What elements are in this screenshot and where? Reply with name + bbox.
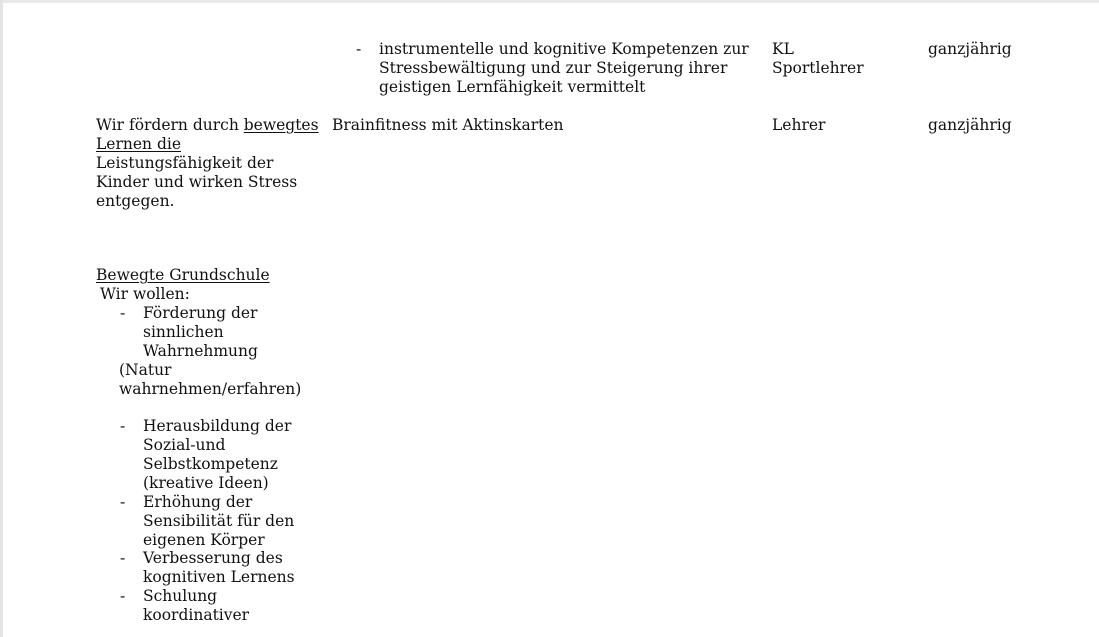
list-item-line: wahrnehmen/erfahren) (119, 380, 302, 398)
list-item-line: koordinativer (143, 606, 250, 624)
responsible-cell (772, 40, 864, 78)
list-item-line: kognitiven Lernens (143, 568, 295, 586)
timeframe-cell: ganzjährig (928, 116, 1012, 134)
list-item (143, 493, 294, 550)
section-heading: Bewegte Grundschule (96, 266, 270, 284)
list-item-line: Sozial-und (143, 436, 226, 454)
list-dash: - (120, 549, 126, 567)
goal-line: Kinder und wirken Stress (96, 173, 298, 191)
responsible-cell: Lehrer (772, 116, 826, 134)
list-item-line: Förderung der (143, 304, 258, 322)
list-dash: - (120, 587, 126, 605)
goal-line: entgegen. (96, 192, 175, 210)
list-dash: - (356, 40, 362, 58)
list-item-line: (kreative Ideen) (143, 474, 269, 492)
responsible-line: Sportlehrer (772, 59, 864, 77)
list-item (143, 417, 291, 493)
list-dash: - (120, 493, 126, 511)
goal-underlined: bewegtes (243, 116, 319, 134)
list-dash: - (120, 304, 126, 322)
responsible-line: KL (772, 40, 794, 58)
list-item-line: Herausbildung der (143, 417, 292, 435)
list-item-note (119, 361, 301, 399)
goal-line (96, 116, 319, 135)
measure-cell: Brainfitness mit Aktinskarten (332, 116, 564, 134)
list-item (143, 549, 295, 587)
measure-line: Stressbewältigung und zur Steigerung ihrer (379, 59, 728, 77)
list-item-line: Verbesserung des (143, 549, 283, 567)
measure-line: instrumentelle und kognitive Kompetenzen zur (379, 40, 749, 58)
goal-prefix: Wir fördern durch (96, 116, 244, 134)
list-item (143, 304, 258, 361)
section-intro: Wir wollen: (100, 285, 190, 303)
measure-line: geistigen Lernfähigkeit vermittelt (379, 78, 646, 96)
timeframe-cell: ganzjährig (928, 40, 1012, 58)
measure-text (379, 40, 749, 97)
goal-underlined: Lernen die (96, 135, 181, 153)
goal-cell (96, 116, 319, 211)
list-item-line: Sensibilität für den (143, 512, 295, 530)
list-item-line: sinnlichen (143, 323, 224, 341)
list-item (143, 587, 249, 625)
list-item-line: eigenen Körper (143, 531, 265, 549)
list-item-line: Schulung (143, 587, 218, 605)
list-item-line: Selbstkompetenz (143, 455, 278, 473)
page-top-edge (0, 0, 1099, 3)
list-item-line: Erhöhung der (143, 493, 253, 511)
goal-line (96, 135, 319, 154)
list-item-line: Wahrnehmung (143, 342, 258, 360)
goal-line: Leistungsfähigkeit der (96, 154, 274, 172)
list-item-line: (Natur (119, 361, 172, 379)
list-dash: - (120, 417, 126, 435)
page-left-edge (0, 0, 3, 637)
